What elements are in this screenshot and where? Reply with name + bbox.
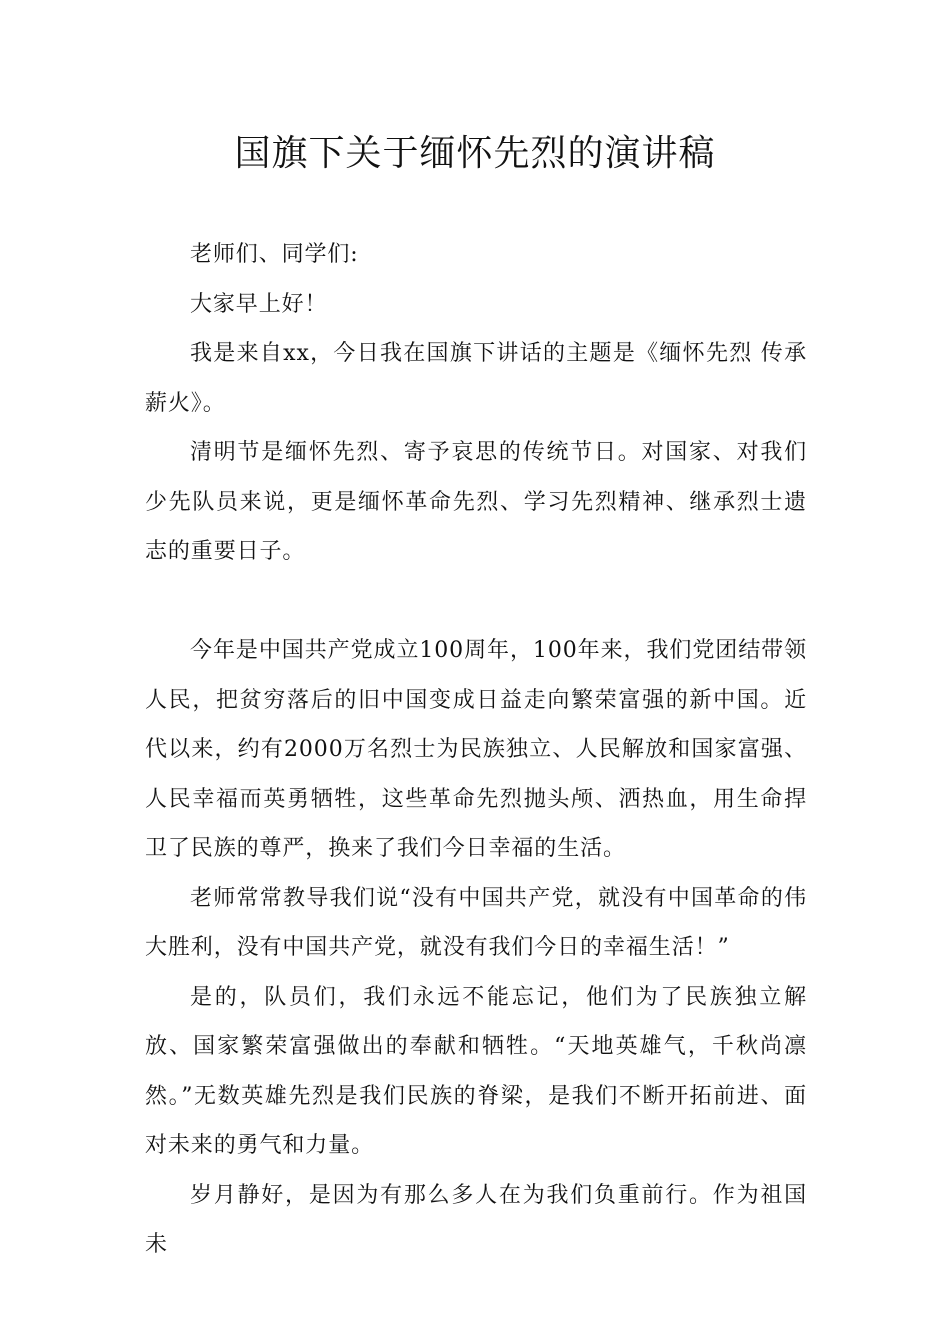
- paragraph-intro: 我是来自xx，今日我在国旗下讲话的主题是《缅怀先烈 传承薪火》。: [145, 341, 807, 416]
- paragraph-teacher-quote: 老师常常教导我们说“没有中国共产党，就没有中国革命的伟大胜利，没有中国共产党，就没有我们今日的幸福生活！”: [145, 885, 807, 960]
- paragraph-gap: [145, 577, 807, 627]
- paragraph-remember: 是的，队员们，我们永远不能忘记，他们为了民族独立解放、国家繁荣富强做出的奉献和牺牲。“天地英雄气，千秋尚凛然。”无数英雄先烈是我们民族的脊梁，是我们不断开拓前进、面对未来的勇气和力量。: [145, 984, 807, 1158]
- paragraph-party-anniversary: 今年是中国共产党成立100周年，100年来，我们党团结带领人民，把贫穷落后的旧中国变成日益走向繁荣富强的新中国。近代以来，约有2000万名烈士为民族独立、人民解放和国家富强、人民幸福而英勇牺牲，这些革命先烈抛头颅、洒热血，用生命捍卫了民族的尊严，换来了我们今日幸福的生活。: [145, 638, 807, 861]
- document-body: [145, 230, 807, 1270]
- greeting: 大家早上好！: [190, 291, 328, 317]
- paragraph-closing: 岁月静好，是因为有那么多人在为我们负重前行。作为祖国未: [145, 1182, 807, 1257]
- document-title: 国旗下关于缅怀先烈的演讲稿: [234, 133, 716, 174]
- salutation: 老师们、同学们:: [190, 242, 359, 267]
- paragraph-qingming: 清明节是缅怀先烈、寄予哀思的传统节日。对国家、对我们少先队员来说，更是缅怀革命先烈、学习先烈精神、继承烈士遗志的重要日子。: [145, 440, 807, 564]
